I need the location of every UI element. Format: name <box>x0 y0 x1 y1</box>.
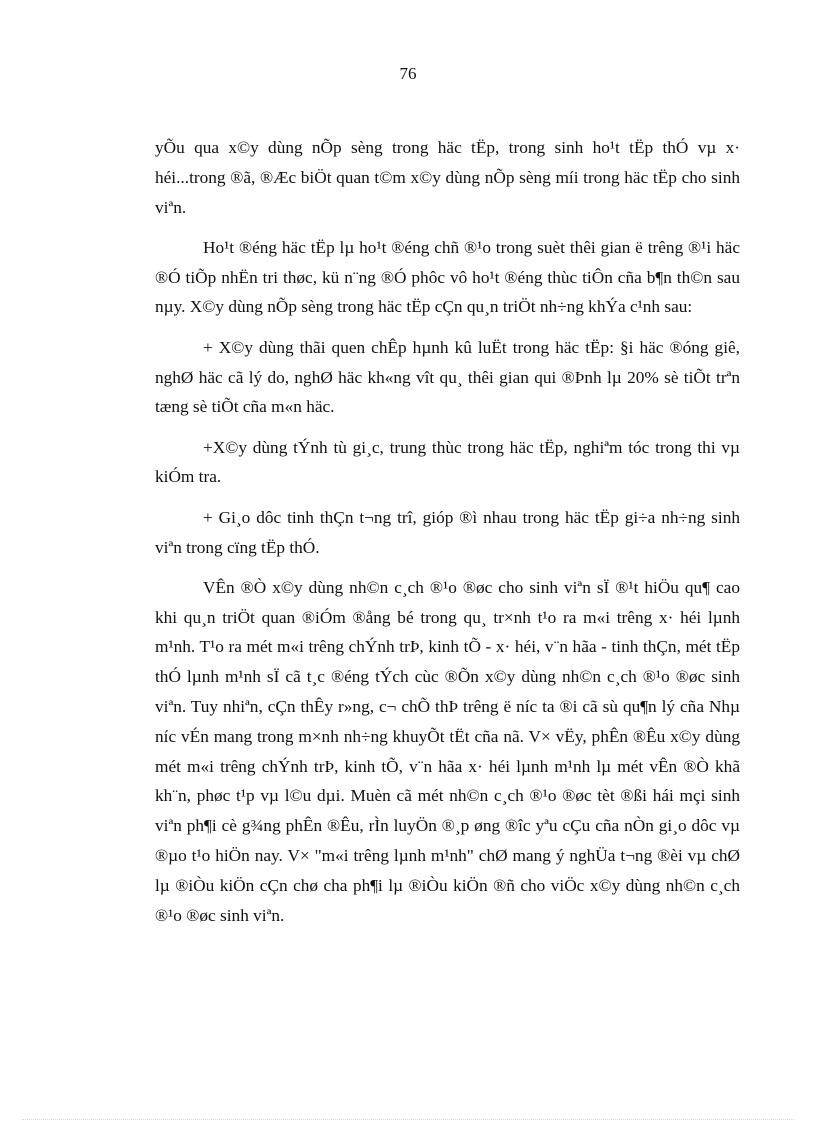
paragraph: + Gi¸o dôc tinh thÇn t¬ng trî, gióp ®ì nhau trong häc tËp gi÷a nh÷ng sinh viªn trong cïng tËp thÓ. <box>155 507 740 557</box>
paragraph: VÊn ®Ò x©y dùng nh©n c¸ch ®¹o ®øc cho sinh viªn sÏ ®¹t hiÖu qu¶ cao khi qu¸n triÖt quan ®iÓm ®ång bé trong qu¸ tr×nh t¹o ra m«i trêng x· héi lµnh m¹nh. T¹o ra mét m«i trêng chÝnh trÞ, kinh tÕ - x· héi, v¨n hãa - tinh thÇn, mét tËp thÓ lµnh m¹nh sÏ cã t¸c ®éng tÝch cùc ®Õn x©y dùng nh©n c¸ch ®¹o ®øc sinh viªn. Tuy nhiªn, cÇn thÊy r»ng, c¬ chÕ thÞ trêng ë níc ta ®i cã sù qu¶n lý cña Nhµ níc vÉn mang trong m×nh nh÷ng khuyÕt tËt cña nã. V× vËy, phÊn ®Êu x©y dùng mét m«i trêng chÝnh trÞ, kinh tÕ, v¨n hãa x· héi lµnh m¹nh lµ mét vÊn ®Ò khã kh¨n, phøc t¹p vµ l©u dµi. Muèn cã mét nh©n c¸ch ®¹o ®øc tèt ®ßi hái mçi sinh viªn ph¶i cè g¾ng phÊn ®Êu, rÌn luyÖn ®¸p øng ®îc yªu cÇu cña nÒn gi¸o dôc vµ ®µo t¹o hiÖn nay. V× "m«i trêng lµnh m¹nh" chØ mang ý nghÜa t¬ng ®èi vµ chØ lµ ®iÒu kiÖn cÇn chø cha ph¶i lµ ®iÒu kiÖn ®ñ cho viÖc x©y dùng nh©n c¸ch ®¹o ®øc sinh viªn. <box>155 577 740 925</box>
paragraph: yÕu qua x©y dùng nÕp sèng trong häc tËp, trong sinh ho¹t tËp thÓ vµ x· héi...trong ®ã, ®Æc biÖt quan t©m x©y dùng nÕp sèng míi trong häc tËp cho sinh viªn. <box>155 138 740 217</box>
page-bottom-divider <box>22 1119 794 1120</box>
paragraph: + X©y dùng thãi quen chÊp hµnh kû luËt trong häc tËp: §i häc ®óng giê, nghØ häc cã lý do, nghØ häc kh«ng vît qu¸ thêi gian qui ®Þnh lµ 20% sè tiÕt trªn tæng sè tiÕt cña m«n häc. <box>155 337 740 417</box>
page-number: 76 <box>399 64 417 83</box>
body-text <box>155 133 740 941</box>
paragraph: +X©y dùng tÝnh tù gi¸c, trung thùc trong häc tËp, nghiªm tóc trong thi vµ kiÓm tra. <box>155 437 740 487</box>
paragraph: Ho¹t ®éng häc tËp lµ ho¹t ®éng chñ ®¹o trong suèt thêi gian ë trêng ®¹i häc ®Ó tiÕp nhËn tri thøc, kü n¨ng ®Ó phôc vô ho¹t ®éng thùc tiÔn cña b¶n th©n sau nµy. X©y dùng nÕp sèng trong häc tËp cÇn qu¸n triÖt nh÷ng khÝa c¹nh sau: <box>155 237 740 317</box>
